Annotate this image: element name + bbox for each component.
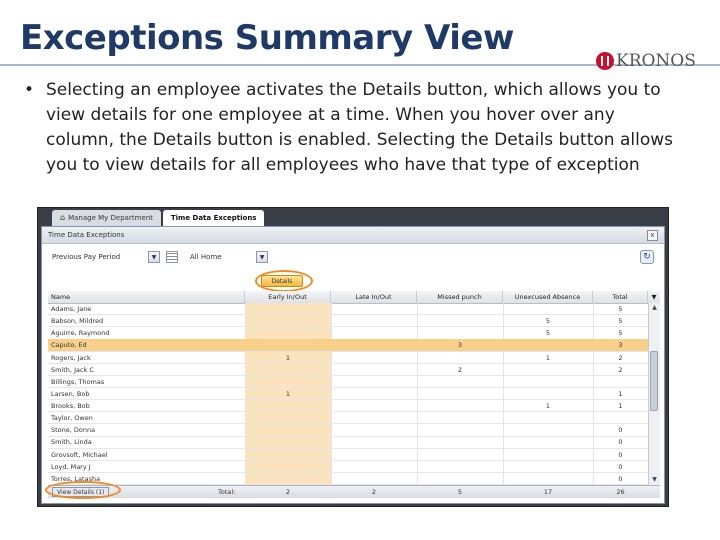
hyperfind-select-value[interactable]: All Home xyxy=(190,253,222,261)
cell-total: 0 xyxy=(618,438,623,447)
column-header-missed[interactable]: Missed punch xyxy=(417,291,503,303)
cell-unexcused xyxy=(503,461,593,473)
cell-name: Caputo, Ed xyxy=(51,341,87,350)
cell-late xyxy=(331,436,417,448)
cell-name: Taylor, Owen xyxy=(51,414,93,423)
close-icon[interactable]: x xyxy=(647,230,658,241)
cell-total: 0 xyxy=(618,450,623,459)
cell-missed xyxy=(417,412,503,424)
cell-name: Brooks, Bob xyxy=(51,402,90,411)
view-details-highlight-oval xyxy=(45,481,121,499)
cell-total: 1 xyxy=(618,402,623,411)
cell-late xyxy=(331,327,417,339)
cell-missed: 3 xyxy=(457,341,463,350)
cell-early xyxy=(245,461,331,473)
table-row[interactable] xyxy=(48,303,648,315)
details-button[interactable]: Details xyxy=(261,275,303,287)
cell-early xyxy=(245,436,331,448)
cell-late xyxy=(331,303,417,315)
column-header-early[interactable]: Early In/Out xyxy=(245,291,331,303)
cell-total xyxy=(593,412,648,424)
cell-early xyxy=(245,327,331,339)
cell-unexcused xyxy=(503,449,593,461)
cell-name: Adams, Jane xyxy=(51,305,92,313)
table-row[interactable] xyxy=(48,315,648,327)
column-header-late[interactable]: Late In/Out xyxy=(331,291,417,303)
cell-name: Grovsoft, Michael xyxy=(51,450,108,459)
cell-early xyxy=(245,339,331,351)
table-row[interactable] xyxy=(48,412,648,424)
cell-late xyxy=(331,424,417,436)
cell-unexcused xyxy=(503,388,593,400)
hyperfind-dropdown-button[interactable]: ▼ xyxy=(256,251,268,263)
cell-missed xyxy=(417,424,503,436)
table-row[interactable] xyxy=(48,400,648,412)
period-select-value[interactable]: Previous Pay Period xyxy=(52,253,121,261)
filter-bar xyxy=(50,249,658,267)
cell-name: Babson, Mildred xyxy=(51,317,104,326)
cell-late xyxy=(331,449,417,461)
table-row[interactable] xyxy=(48,473,648,485)
cell-unexcused: 1 xyxy=(545,402,551,411)
cell-name: Rogers, Jack xyxy=(51,353,91,362)
table-row[interactable] xyxy=(48,352,648,364)
scroll-up-icon[interactable]: ▲ xyxy=(652,304,657,311)
cell-late xyxy=(331,376,417,388)
totals-label: Total: xyxy=(218,488,236,496)
cell-early xyxy=(245,364,331,376)
vertical-scrollbar[interactable] xyxy=(648,303,660,485)
table-row[interactable] xyxy=(48,339,648,351)
cell-name: Stone, Donna xyxy=(51,426,96,435)
bullet-dot-icon: • xyxy=(24,80,35,100)
exceptions-panel xyxy=(41,226,665,504)
cell-name: Smith, Jack C xyxy=(51,365,94,374)
cell-early xyxy=(245,315,331,327)
cell-unexcused xyxy=(503,303,593,315)
column-header-total[interactable]: Total xyxy=(593,291,648,303)
cell-total: 5 xyxy=(618,329,623,338)
cell-missed xyxy=(417,315,503,327)
scroll-thumb[interactable] xyxy=(650,351,658,411)
bullet-text: Selecting an employee activates the Details button, which allows you to view details for one employee at a time. When you hover over any column, the Details button is enabled. Selecting the Details button allows you to view details for all employees who have that type of exception xyxy=(46,80,673,175)
cell-early: 1 xyxy=(285,389,291,398)
tab-manage-my-department[interactable] xyxy=(52,210,161,226)
cell-late xyxy=(331,400,417,412)
cell-total: 2 xyxy=(618,353,623,362)
cell-unexcused: 1 xyxy=(545,353,551,362)
app-screenshot xyxy=(37,207,669,507)
cell-missed xyxy=(417,449,503,461)
cell-unexcused xyxy=(503,376,593,388)
cell-early xyxy=(245,400,331,412)
cell-total: 0 xyxy=(618,474,623,483)
cell-total: 3 xyxy=(618,341,623,350)
sort-arrow-icon[interactable]: ▼ xyxy=(651,293,657,301)
cell-name: Aguirre, Raymond xyxy=(51,329,110,338)
cell-late xyxy=(331,412,417,424)
cell-name: Loyd, Mary J xyxy=(51,462,91,471)
cell-missed xyxy=(417,473,503,485)
cell-unexcused xyxy=(503,412,593,424)
cell-early xyxy=(245,449,331,461)
cell-unexcused xyxy=(503,436,593,448)
cell-missed xyxy=(417,388,503,400)
cell-unexcused xyxy=(503,473,593,485)
cell-name: Smith, Linda xyxy=(51,438,92,447)
tab-time-data-exceptions[interactable] xyxy=(163,210,265,226)
exceptions-grid xyxy=(48,291,660,497)
bullet-point xyxy=(24,78,676,178)
cell-missed xyxy=(417,461,503,473)
cell-name: Billings, Thomas xyxy=(51,377,105,386)
cell-late xyxy=(331,315,417,327)
cell-late xyxy=(331,388,417,400)
cell-early: 1 xyxy=(285,353,291,362)
cell-late xyxy=(331,473,417,485)
table-row[interactable] xyxy=(48,436,648,448)
table-row[interactable] xyxy=(48,364,648,376)
cell-early xyxy=(245,303,331,315)
cell-late xyxy=(331,461,417,473)
cell-missed xyxy=(417,436,503,448)
cell-early xyxy=(245,424,331,436)
cell-missed xyxy=(417,376,503,388)
table-row[interactable] xyxy=(48,449,648,461)
table-row[interactable] xyxy=(48,461,648,473)
table-row[interactable] xyxy=(48,424,648,436)
cell-name: Torres, Latasha xyxy=(51,474,101,483)
kronos-logo-text: KRONOS xyxy=(616,51,696,71)
kronos-logo-icon xyxy=(596,52,614,70)
cell-late xyxy=(331,352,417,364)
cell-early xyxy=(245,473,331,485)
refresh-icon[interactable]: ↻ xyxy=(640,250,654,264)
cell-total: 0 xyxy=(618,462,623,471)
cell-total: 1 xyxy=(618,389,623,398)
table-row[interactable] xyxy=(48,376,648,388)
period-dropdown-button[interactable]: ▼ xyxy=(148,251,160,263)
cell-missed: 2 xyxy=(457,365,463,374)
totals-row xyxy=(48,485,660,498)
cell-unexcused xyxy=(503,424,593,436)
calendar-icon[interactable] xyxy=(166,251,178,263)
cell-total xyxy=(593,376,648,388)
cell-unexcused xyxy=(503,364,593,376)
cell-missed xyxy=(417,303,503,315)
kronos-logo xyxy=(596,50,696,72)
cell-missed xyxy=(417,352,503,364)
tab-label: Manage My Department xyxy=(68,214,153,222)
total-late: 2 xyxy=(371,488,377,496)
view-details-button[interactable]: View Details (1) xyxy=(52,487,109,497)
cell-early xyxy=(245,412,331,424)
cell-name: Larsen, Bob xyxy=(51,389,90,398)
cell-unexcused: 5 xyxy=(545,317,551,326)
tab-label: Time Data Exceptions xyxy=(170,214,257,222)
total-overall: 26 xyxy=(616,488,625,496)
cell-total: 0 xyxy=(618,426,623,435)
cell-missed xyxy=(417,400,503,412)
slide-title: Exceptions Summary View xyxy=(20,18,514,58)
cell-late xyxy=(331,364,417,376)
cell-unexcused xyxy=(503,339,593,351)
cell-early xyxy=(245,376,331,388)
scroll-down-icon[interactable]: ▼ xyxy=(652,476,657,483)
cell-total: 2 xyxy=(618,365,623,374)
cell-total: 5 xyxy=(618,305,623,313)
total-unexcused: 17 xyxy=(543,488,553,496)
workspace-tabs xyxy=(52,210,264,226)
cell-total: 5 xyxy=(618,317,623,326)
table-row[interactable] xyxy=(48,327,648,339)
cell-unexcused: 5 xyxy=(545,329,551,338)
total-missed: 5 xyxy=(457,488,463,496)
total-early: 2 xyxy=(285,488,291,496)
column-header-unexcused[interactable]: Unexcused Absence xyxy=(503,291,593,303)
panel-header xyxy=(42,227,664,244)
column-header-name[interactable]: Name xyxy=(48,291,245,303)
details-highlight-oval xyxy=(255,270,313,292)
cell-late xyxy=(331,339,417,351)
home-icon: ⌂ xyxy=(60,213,66,222)
table-row[interactable] xyxy=(48,388,648,400)
panel-title: Time Data Exceptions xyxy=(48,231,125,239)
cell-missed xyxy=(417,327,503,339)
